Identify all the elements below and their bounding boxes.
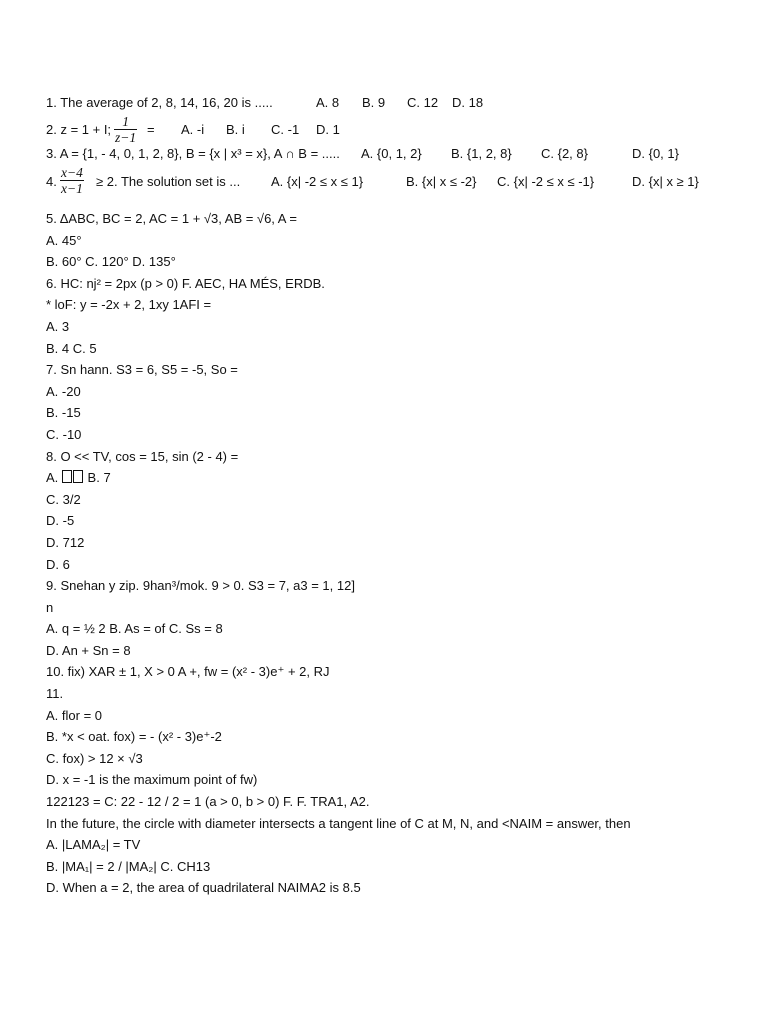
question-3-stem: 3. A = {1, - 4, 0, 1, 2, 8}, B = {x | x³ = x}, A ∩ B = ..... <box>46 146 340 161</box>
text-line: 11. <box>46 686 64 702</box>
text-line: A. -20 <box>46 383 81 399</box>
text-line: D. An + Sn = 8 <box>46 642 131 658</box>
question-4-number: 4. <box>46 174 57 189</box>
text-line: B. 4 C. 5 <box>46 340 97 356</box>
text-line: A. q = ½ 2 B. As = of C. Ss = 8 <box>46 621 223 637</box>
question-4-stem: ≥ 2. The solution set is ... <box>96 174 241 189</box>
text-line: D. -5 <box>46 513 75 529</box>
text-line: C. 3/2 <box>46 491 81 507</box>
text-line: C. fox) > 12 × √3 <box>46 750 143 766</box>
text-line: n <box>46 599 54 615</box>
text-line: D. 712 <box>46 534 85 550</box>
question-8-option-a: A. <box>46 470 59 486</box>
question-2-option-a: A. -i <box>181 122 205 137</box>
question-8-option-a-line <box>46 467 736 489</box>
text-line: D. x = -1 is the maximum point of fw) <box>46 772 258 788</box>
question-4-option-b: B. {x| x ≤ -2} <box>406 174 477 189</box>
text-line: A. flor = 0 <box>46 707 102 723</box>
question-1-option-d: D. 18 <box>452 95 484 110</box>
text-line: 5. ΔABC, BC = 2, AC = 1 + √3, AB = √6, A = <box>46 211 297 226</box>
question-2-option-b: B. i <box>226 122 245 137</box>
question-4-fraction-denominator: x−1 <box>61 181 83 196</box>
question-1-option-c: C. 12 <box>407 95 439 110</box>
text-line: 9. Snehan y zip. 9han³/mok. 9 > 0. S3 = 7, a3 = 1, 12] <box>46 578 355 594</box>
missing-glyph-icon <box>62 470 72 483</box>
text-line: 6. HC: nj² = 2px (p > 0) F. AEC, HA MÉS, ERDB. <box>46 275 325 291</box>
question-2-fraction-numerator: 1 <box>122 114 129 129</box>
question-2-fraction-denominator: z−1 <box>115 130 137 145</box>
text-line: D. 6 <box>46 556 70 572</box>
question-4-option-c: C. {x| -2 ≤ x ≤ -1} <box>497 174 595 189</box>
text-line: In the future, the circle with diameter intersects a tangent line of C at M, N, and <NAIM = answer, then <box>46 815 631 831</box>
question-2-fraction <box>114 114 137 145</box>
question-4-fraction-numerator: x−4 <box>61 165 83 180</box>
question-4-option-a: A. {x| -2 ≤ x ≤ 1} <box>271 174 364 189</box>
text-line: A. |LAMA₂| = TV <box>46 837 141 853</box>
question-1-stem: 1. The average of 2, 8, 14, 16, 20 is ..... <box>46 95 273 110</box>
question-2-equals: = <box>147 122 155 137</box>
question-1-option-b: B. 9 <box>362 95 386 110</box>
question-2 <box>46 114 736 144</box>
question-4-fraction <box>60 165 84 196</box>
text-line: A. 45° <box>46 232 82 248</box>
question-1 <box>46 92 736 114</box>
text-line: B. |MA₁| = 2 / |MA₂| C. CH13 <box>46 858 211 874</box>
question-1-option-a: A. 8 <box>316 95 340 110</box>
text-line: D. When a = 2, the area of quadrilateral NAIMA2 is 8.5 <box>46 880 361 896</box>
text-line: B. 60° C. 120° D. 135° <box>46 254 176 270</box>
question-sheet <box>46 92 736 899</box>
text-line: 10. fix) XAR ± 1, X > 0 A +, fw = (x² - 3)e⁺ + 2, RJ <box>46 664 330 680</box>
text-line: B. -15 <box>46 405 81 421</box>
question-2-stem: 2. z = 1 + I; <box>46 122 112 137</box>
question-3-option-a: A. {0, 1, 2} <box>361 146 422 161</box>
question-4-option-d: D. {x| x ≥ 1} <box>632 174 699 189</box>
question-2-option-c: C. -1 <box>271 122 300 137</box>
text-line: * loF: y = -2x + 2, 1xy 1AFI = <box>46 297 212 313</box>
missing-glyph-icon <box>73 470 83 483</box>
text-line: 122123 = C: 22 - 12 / 2 = 1 (a > 0, b > 0) F. F. TRA1, A2. <box>46 794 370 810</box>
question-3 <box>46 144 736 164</box>
text-line: C. -10 <box>46 426 82 442</box>
question-8-option-b: B. 7 <box>87 470 111 486</box>
text-line: 7. Sn hann. S3 = 6, S5 = -5, So = <box>46 362 238 378</box>
question-2-option-d: D. 1 <box>316 122 340 137</box>
question-4 <box>46 164 736 200</box>
text-line: A. 3 <box>46 318 70 334</box>
question-3-option-d: D. {0, 1} <box>632 146 679 161</box>
question-3-option-b: B. {1, 2, 8} <box>451 146 512 161</box>
text-line: B. *x < oat. fox) = - (x² - 3)e⁺-2 <box>46 729 222 745</box>
question-3-option-c: C. {2, 8} <box>541 146 588 161</box>
spacer <box>46 200 736 208</box>
text-line: 8. O << TV, cos = 15, sin (2 - 4) = <box>46 448 239 464</box>
